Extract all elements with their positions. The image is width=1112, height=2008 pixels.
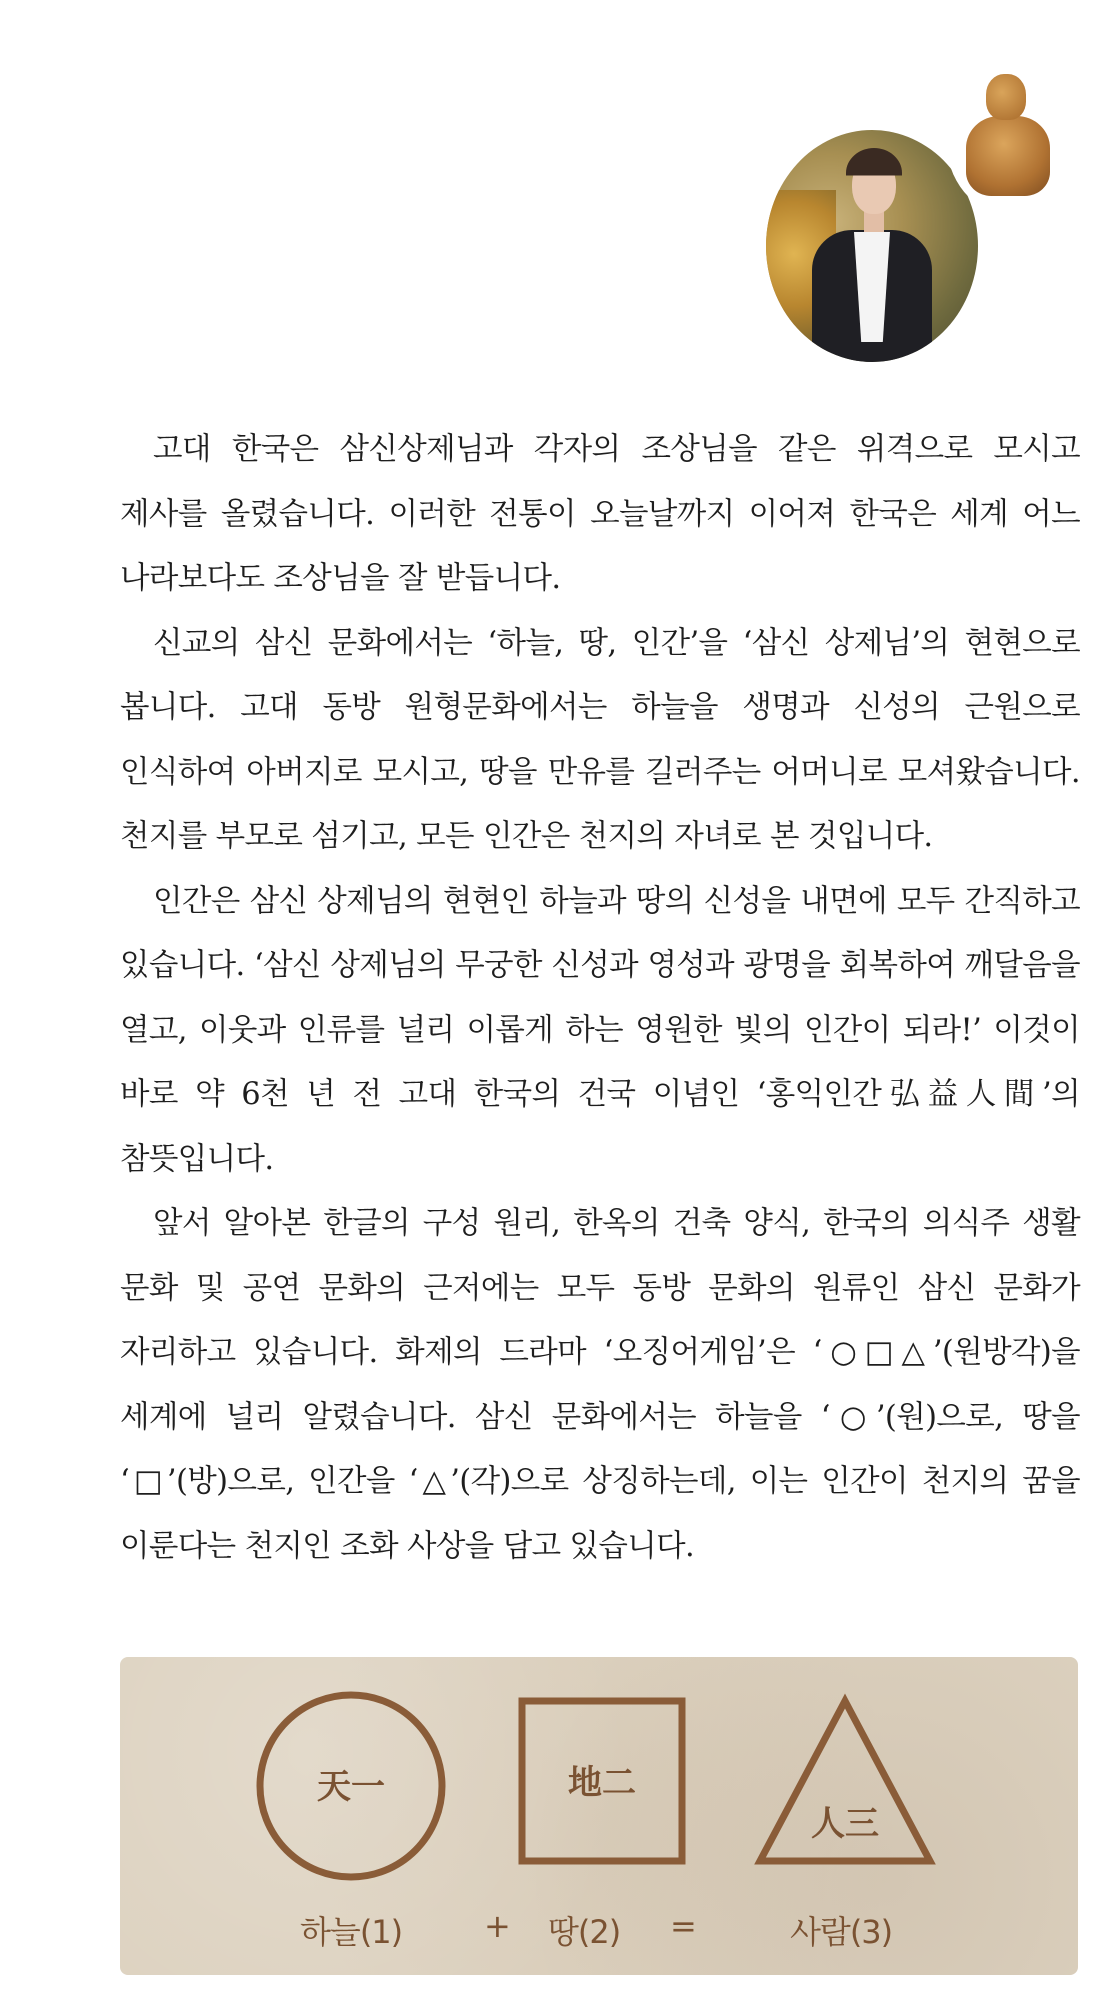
earth-hanja: 地二 bbox=[568, 1763, 636, 1803]
paragraph-2: 신교의 삼신 문화에서는 ‘하늘, 땅, 인간’을 ‘삼신 상제님’의 현현으로 봅니다. 고대 동방 원형문화에서는 하늘을 생명과 신성의 근원으로 인식하여 아버지로 모시고, 땅을 만유를 길러주는 어머니로 모셔왔습니다. 천지를 부모로 섬기고, 모든 인간은 천지의 자녀로 본 것입니다. bbox=[120, 625, 1080, 854]
human-hanja: 人三 bbox=[811, 1804, 879, 1844]
person-photo bbox=[766, 130, 978, 362]
cheonjiin-diagram bbox=[120, 1657, 1078, 1975]
plus-sign: + bbox=[484, 1907, 510, 1945]
figurine-photo bbox=[946, 64, 1070, 214]
article-body bbox=[120, 418, 1080, 1579]
paragraph-1: 고대 한국은 삼신상제님과 각자의 조상님을 같은 위격으로 모시고 제사를 올렸습니다. 이러한 전통이 오늘날까지 이어져 한국은 세계 어느 나라보다도 조상님을 잘 받듭니다. bbox=[120, 432, 1080, 596]
earth-label: 땅(2) bbox=[548, 1913, 621, 1951]
paragraph-3: 인간은 삼신 상제님의 현현인 하늘과 땅의 신성을 내면에 모두 간직하고 있습니다. ‘삼신 상제님의 무궁한 신성과 영성과 광명을 회복하여 깨달음을 열고, 이웃과 인류를 널리 이롭게 하는 영원한 빛의 인간이 되라!’ 이것이 바로 약 6천 년 전 고대 한국의 건국 이념인 ‘홍익인간弘益人間’의 참뜻입니다. bbox=[120, 883, 1080, 1177]
paragraph-4: 앞서 알아본 한글의 구성 원리, 한옥의 건축 양식, 한국의 의식주 생활 문화 및 공연 문화의 근저에는 모두 동방 문화의 원류인 삼신 문화가 자리하고 있습니다. 화제의 드라마 ‘오징어게임’은 ‘○□△’(원방각)을 세계에 널리 알렸습니다. 삼신 문화에서는 하늘을 ‘○’(원)으로, 땅을 ‘□’(방)으로, 인간을 ‘△’(각)으로 상징하는데, 이는 인간이 천지의 꿈을 이룬다는 천지인 조화 사상을 담고 있습니다. bbox=[120, 1206, 1080, 1564]
equals-sign: = bbox=[670, 1907, 696, 1945]
human-label: 사람(3) bbox=[790, 1913, 893, 1951]
heaven-label: 하늘(1) bbox=[300, 1913, 403, 1951]
heaven-hanja: 天一 bbox=[317, 1767, 385, 1807]
